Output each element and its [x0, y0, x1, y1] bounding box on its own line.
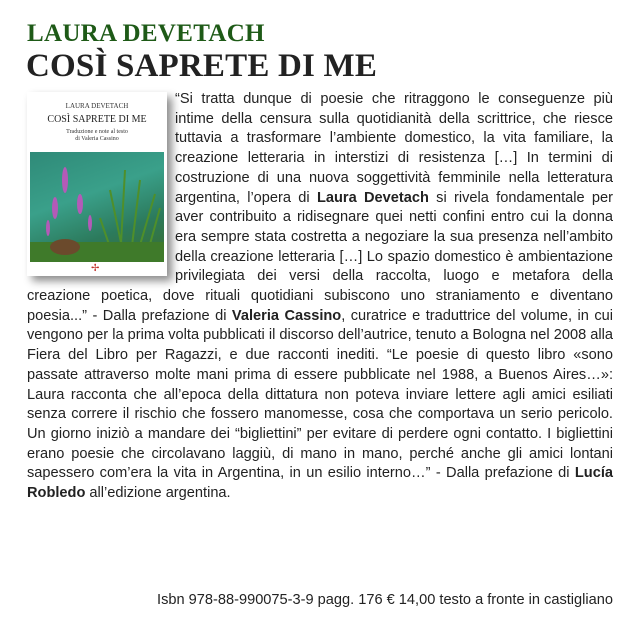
isbn-info: Isbn 978-88-990075-3-9 pagg. 176 € 14,00 testo a fronte in castigliano: [157, 592, 613, 608]
person-name: Valeria Cassino: [231, 307, 342, 324]
cover-photo: [30, 152, 164, 262]
book-cover: [27, 92, 167, 276]
person-name: Laura Devetach: [316, 189, 429, 206]
text-segment: “Si tratta dunque di poesie che ritraggono le conseguenze più intime della censura sulla quotidianità della scrittrice, che riesce tuttavia a trasformare l’ambiente domestico, la vita familiare, la creazione letteraria in interstizi di resistenza […] In termini di costruzione di una nuova soggettività femminile nella letteratura argentina, l’opera di: [175, 91, 613, 206]
description: [27, 90, 613, 504]
book-title: COSÌ SAPRETE DI ME: [26, 48, 378, 84]
cover-title: COSÌ SAPRETE DI ME: [47, 114, 147, 125]
plants-illustration: [30, 152, 164, 262]
author-heading: LAURA DEVETACH: [27, 20, 265, 47]
person-name: Lucía Robledo: [27, 465, 613, 502]
cover-subtitle-1: Traduzione e note al testo: [66, 129, 128, 135]
cover-subtitle-2: di Valeria Cassino: [75, 136, 119, 142]
publisher-logo: ✢: [91, 263, 100, 274]
cover-author: LAURA DEVETACH: [65, 102, 129, 110]
text-segment: all’edizione argentina.: [85, 485, 231, 502]
cover-subtitle: [27, 129, 167, 143]
text-segment: si rivela fondamentale per aver contribuito a ridisegnare quei netti confini entro cui la donna era sempre stata costretta a negoziare la sua presenza nell’ambito della creazione letteraria […] Lo spazio domestico è ambientazione privilegiata dei versi della raccolta, luogo e metafora della creazione poetica, dove rituali quotidiani subiscono uno straniamento e diventano poesia...” - Dalla prefazione di: [27, 189, 613, 324]
text-segment: , curatrice e traduttrice del volume, in cui vengono per la prima volta pubblicati il discorso dell’autrice, tenuto a Bologna nel 2008 alla Fiera del Libro per Ragazzi, e due racconti inediti. “Le poesie di questo libro «sono passate attraverso molte mani prima di essere pubblicate nel 1988, a Buenos Aires…»: Laura racconta che all’epoca della dittatura non poteva inviare lettere agli amici esiliati senza correre il rischio che fossero manomesse, cosa che comportava un serio pericolo. Un giorno iniziò a mandare dei “bigliettini” per evitare di perdere ogni contatto. I bigliettini erano poesie che circolavano laggiù, di mano in mano, perché anche gli amici lontani sapessero com’era la vita in Argentina, in un esilio interno…” - Dalla prefazione di: [27, 307, 613, 482]
